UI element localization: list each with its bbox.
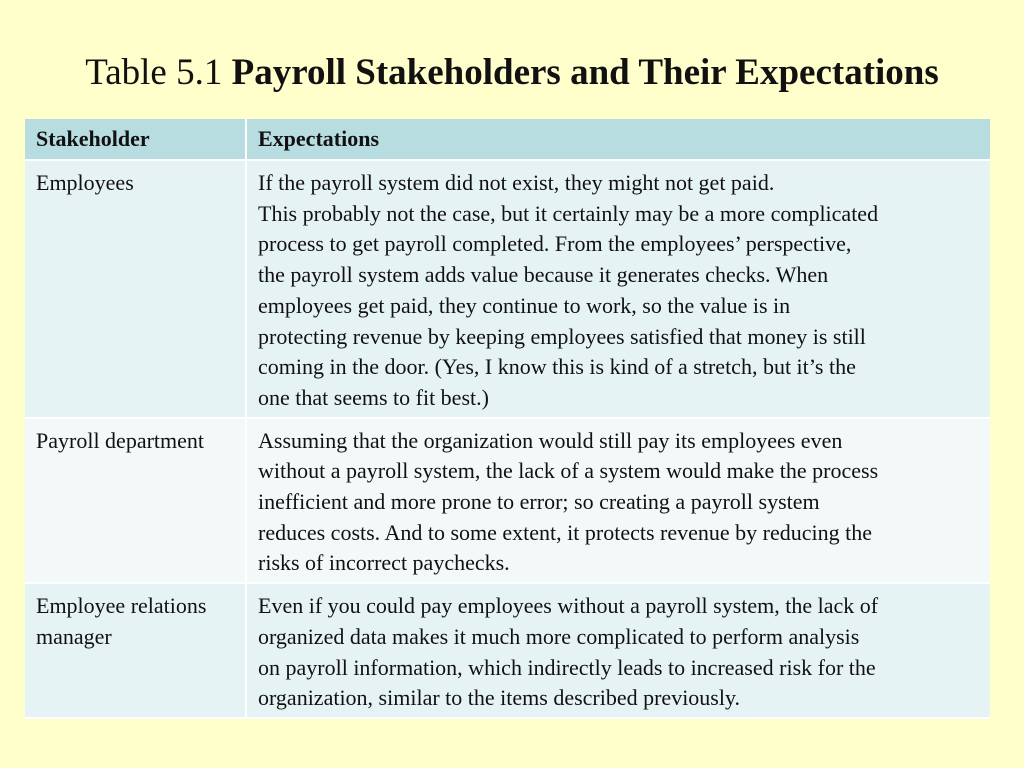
table-header-row	[25, 119, 990, 161]
expectations-text-line: one that seems to fit best.)	[258, 384, 489, 410]
expectations-text-line: This probably not the case, but it certainly may be a more complicated	[258, 200, 879, 226]
expectations-text-line: process to get payroll completed. From the employees’ perspective,	[258, 231, 852, 257]
expectations-text-line: protecting revenue by keeping employees satisfied that money is still	[258, 323, 866, 349]
table-number-label: Table 5.1	[85, 52, 223, 93]
expectations-text-line: organization, similar to the items described previously.	[258, 685, 741, 711]
stakeholder-name: Employee relations	[36, 593, 207, 619]
expectations-text-line: employees get paid, they continue to work, so the value is in	[258, 292, 791, 318]
page-title	[0, 50, 1024, 96]
stakeholders-table	[25, 119, 990, 719]
stakeholder-cell	[25, 584, 247, 719]
expectations-text-line: on payroll information, which indirectly leads to increased risk for the	[258, 654, 876, 680]
expectations-text-line: Even if you could pay employees without a payroll system, the lack of	[258, 593, 879, 619]
expectations-text-line: risks of incorrect paychecks.	[258, 550, 510, 576]
expectations-cell	[247, 161, 990, 419]
expectations-text-line: coming in the door. (Yes, I know this is kind of a stretch, but it’s the	[258, 354, 856, 380]
expectations-text-line: inefficient and more prone to error; so creating a payroll system	[258, 489, 820, 515]
stakeholder-name: Payroll department	[36, 427, 205, 453]
expectations-text-line: Assuming that the organization would still pay its employees even	[258, 427, 843, 453]
expectations-text-line: organized data makes it much more complicated to perform analysis	[258, 623, 860, 649]
expectations-cell	[247, 419, 990, 585]
expectations-text-line: the payroll system adds value because it generates checks. When	[258, 262, 829, 288]
stakeholder-name: manager	[36, 623, 112, 649]
stakeholder-name: Employees	[36, 170, 134, 195]
stakeholder-cell	[25, 419, 247, 585]
expectations-text-line: If the payroll system did not exist, they might not get paid.	[258, 170, 775, 195]
table-row	[25, 161, 990, 419]
table-title-text: Payroll Stakeholders and Their Expectations	[231, 52, 939, 93]
column-header-stakeholder: Stakeholder	[25, 119, 247, 161]
table-row	[25, 584, 990, 719]
expectations-cell	[247, 584, 990, 719]
column-header-expectations: Expectations	[247, 119, 990, 161]
expectations-text-line: without a payroll system, the lack of a system would make the process	[258, 458, 879, 484]
expectations-text-line: reduces costs. And to some extent, it protects revenue by reducing the	[258, 519, 872, 545]
stakeholder-cell	[25, 161, 247, 419]
table-row	[25, 419, 990, 585]
